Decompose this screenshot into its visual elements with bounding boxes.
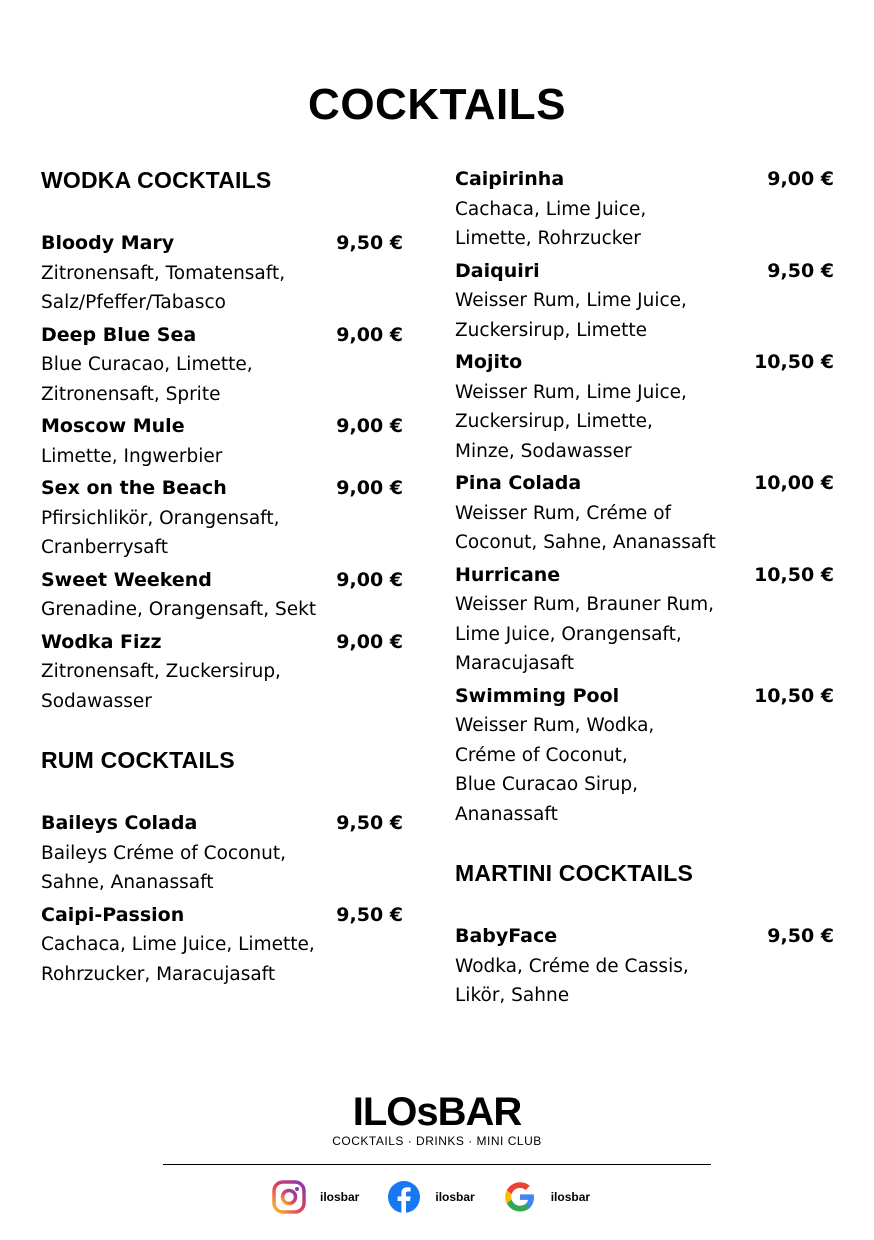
social-facebook[interactable] [387,1180,474,1214]
menu-item [41,474,403,563]
menu-item-description: Weisser Rum, Brauner Rum, Lime Juice, Orangensaft, Maracujasaft [455,594,715,674]
menu-item-name: Sweet Weekend [41,568,212,591]
logo-text: ILOsBAR [352,1090,522,1134]
menu-item-description: Zitronensaft, Zuckersirup, Sodawasser [41,661,281,712]
menu-item-header [41,229,403,259]
menu-item [455,469,834,558]
menu-item-price: 9,50 € [336,903,403,926]
menu-item-header [455,257,834,287]
menu-item-header [41,901,403,931]
section-title: MARTINI COCKTAILS [455,860,694,886]
menu-item-description: Weisser Rum, Lime Juice, Zuckersirup, Limette, Minze, Sodawasser [455,381,687,462]
section-title: WODKA COCKTAILS [41,167,272,193]
menu-item [455,165,834,254]
menu-item-price: 9,00 € [336,323,403,346]
menu-item-price: 9,50 € [336,812,403,834]
menu-item [455,561,834,679]
menu-item-header [455,165,834,195]
menu-item-price: 10,00 € [754,472,834,494]
menu-item-name: BabyFace [455,925,558,947]
section-spacer [41,775,403,809]
menu-item-description: Baileys Créme of Coconut, Sahne, Ananassaft [41,842,286,893]
menu-item-header [455,561,834,591]
menu-item [41,809,403,898]
menu-item-name: Sex on the Beach [41,477,227,499]
page-title: COCKTAILS [308,80,566,129]
menu-item-description: Limette, Ingwerbier [41,445,223,467]
menu-item-price: 10,50 € [754,351,834,373]
menu-item-description: Cachaca, Lime Juice, Limette, Rohrzucker [455,198,647,249]
menu-item-name: Swimming Pool [455,684,620,707]
instagram-icon[interactable] [272,1180,306,1214]
menu-item-price: 9,50 € [767,259,834,282]
menu-item [41,628,403,717]
social-links [272,1180,618,1214]
menu-item [455,682,834,830]
menu-item-description: Weisser Rum, Créme of Coconut, Sahne, Ananassaft [455,502,716,553]
menu-item-name: Caipirinha [455,168,565,190]
menu-item-header [41,412,403,442]
menu-item-price: 9,00 € [336,630,403,653]
menu-item-description: Wodka, Créme de Cassis, Likör, Sahne [455,955,689,1006]
menu-item-header [455,682,834,712]
menu-item-header [41,809,403,839]
menu-item-name: Bloody Mary [41,232,175,254]
menu-item [455,257,834,346]
menu-item-name: Wodka Fizz [41,630,162,653]
menu-item-name: Baileys Colada [41,812,198,834]
google-label[interactable]: ilosbar [550,1190,591,1204]
menu-item-header [41,474,403,504]
brand-logo [0,1090,874,1148]
menu-item [455,922,834,1011]
menu-item-description: Grenadine, Orangensaft, Sekt [41,599,317,620]
menu-item-name: Mojito [455,351,523,373]
menu-item-header [455,922,834,952]
menu-item [41,412,403,471]
menu-item [41,229,403,318]
section-gap [455,832,834,858]
menu-item-header [455,348,834,378]
facebook-label[interactable]: ilosbar [435,1190,475,1204]
facebook-icon[interactable] [387,1180,421,1214]
section-spacer [455,888,834,922]
menu-item-header [41,321,403,351]
google-icon[interactable] [503,1180,537,1214]
left-column [41,165,403,992]
menu-item-price: 9,50 € [336,232,403,254]
section-spacer [41,195,403,229]
menu-item-header [41,628,403,658]
menu-item-description: Cachaca, Lime Juice, Limette, Rohrzucker, Maracujasaft [41,934,315,985]
menu-item-description: Pfirsichlikör, Orangensaft, Cranberrysaft [41,507,280,558]
menu-item-price: 9,00 € [336,568,403,591]
right-column [455,165,834,1014]
menu-item-description: Zitronensaft, Tomatensaft, Salz/Pfeffer/Tabasco [41,262,286,313]
menu-item [455,348,834,466]
menu-item-price: 9,00 € [767,168,834,190]
menu-item [41,901,403,990]
menu-item-price: 10,50 € [754,684,834,707]
menu-item-name: Caipi-Passion [41,903,185,926]
menu-item-name: Hurricane [455,563,561,586]
section-gap [41,719,403,745]
menu-item-header [41,566,403,596]
menu-item-name: Moscow Mule [41,415,185,437]
menu-item-price: 9,00 € [336,477,403,499]
menu-item-description: Weisser Rum, Lime Juice, Zuckersirup, Limette [455,290,687,341]
menu-item-header [455,469,834,499]
menu-item [41,321,403,410]
social-instagram[interactable] [272,1180,359,1214]
footer-divider [163,1164,711,1165]
social-google[interactable] [503,1180,590,1214]
instagram-label[interactable]: ilosbar [320,1190,360,1204]
logo-tagline: COCKTAILS · DRINKS · MINI CLUB [332,1134,542,1148]
menu-item-price: 9,50 € [767,925,834,947]
menu-item-description: Blue Curacao, Limette, Zitronensaft, Sprite [41,354,253,405]
menu-item-name: Daiquiri [455,259,540,282]
menu-item-price: 9,00 € [336,415,403,437]
menu-item-name: Deep Blue Sea [41,323,197,346]
menu-item-description: Weisser Rum, Wodka, Créme of Coconut, Blue Curacao Sirup, Ananassaft [455,715,655,825]
menu-item [41,566,403,625]
section-title: RUM COCKTAILS [41,747,235,773]
menu-item-price: 10,50 € [754,563,834,586]
menu-item-name: Pina Colada [455,472,582,494]
